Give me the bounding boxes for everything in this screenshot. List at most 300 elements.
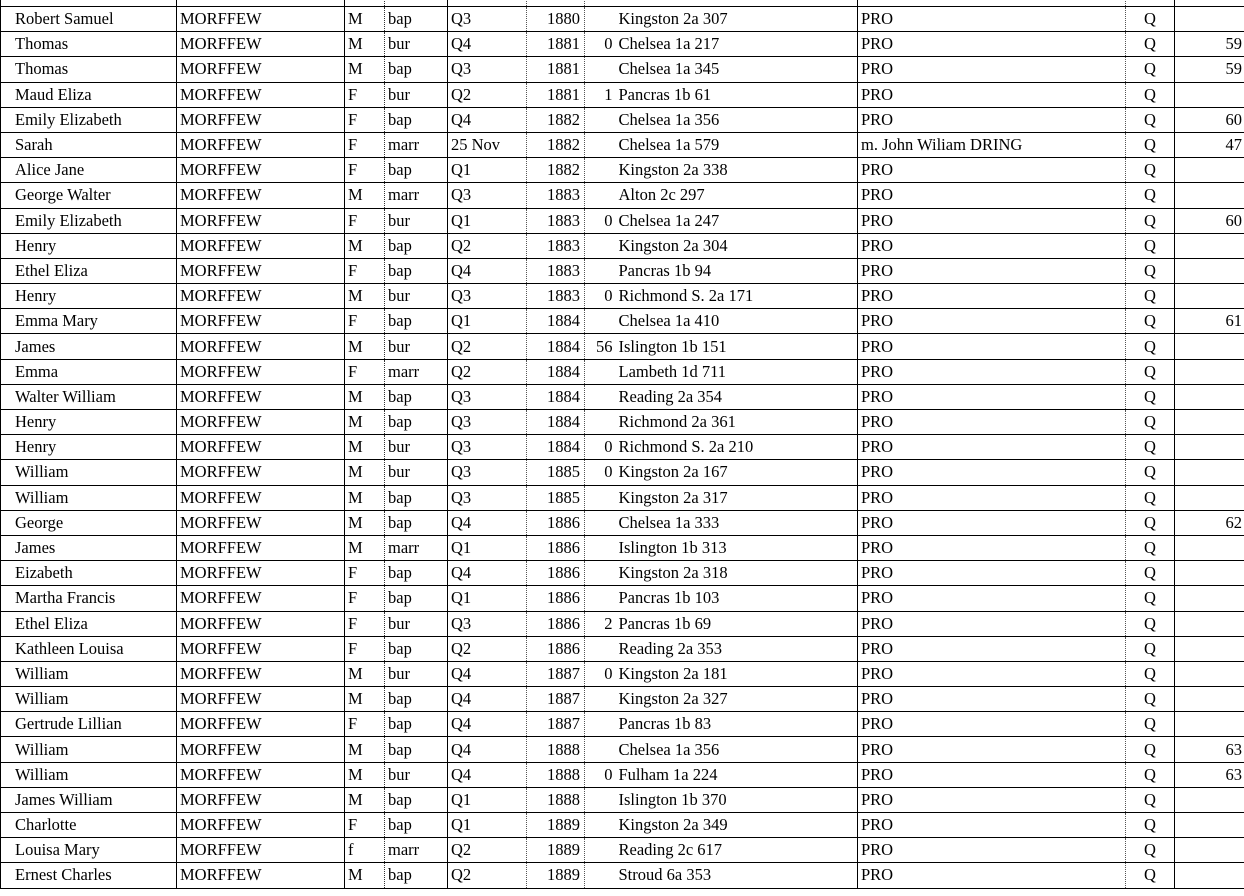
page-cell [1175, 183, 1244, 208]
sex-cell: F [345, 258, 385, 283]
age-cell [585, 636, 617, 661]
source-cell: PRO [858, 460, 1126, 485]
table-row [1, 107, 1244, 132]
table-row [1, 57, 1244, 82]
page-cell [1175, 435, 1244, 460]
year-cell: 1884 [527, 384, 585, 409]
page-cell [1175, 838, 1244, 863]
year-cell: 1887 [527, 661, 585, 686]
surname-cell: MORFFEW [177, 132, 345, 157]
page-cell [1175, 661, 1244, 686]
year-cell: 1883 [527, 258, 585, 283]
sex-cell: F [345, 636, 385, 661]
page-cell [1175, 233, 1244, 258]
sex-cell: F [345, 107, 385, 132]
age-cell [585, 359, 617, 384]
source-cell: PRO [858, 309, 1126, 334]
first-names-cell: Thomas [1, 32, 177, 57]
date-cell: Q3 [448, 284, 527, 309]
surname-cell: MORFFEW [177, 510, 345, 535]
page-cell [1175, 611, 1244, 636]
year-cell: 1883 [527, 233, 585, 258]
age-cell [585, 384, 617, 409]
sex-cell: M [345, 57, 385, 82]
date-cell: Q3 [448, 410, 527, 435]
event-cell: bap [385, 107, 448, 132]
surname-cell: MORFFEW [177, 813, 345, 838]
age-cell: 2 [585, 611, 617, 636]
table-row [1, 158, 1244, 183]
first-names-cell: Kathleen Louisa [1, 636, 177, 661]
event-cell: bap [385, 384, 448, 409]
age-cell [585, 787, 617, 812]
date-cell: Q3 [448, 7, 527, 32]
page-cell [1175, 586, 1244, 611]
sex-cell: F [345, 208, 385, 233]
surname-cell: MORFFEW [177, 460, 345, 485]
table-row [1, 208, 1244, 233]
table-row [1, 535, 1244, 560]
source-cell: PRO [858, 586, 1126, 611]
first-names-cell: William [1, 485, 177, 510]
surname-cell: MORFFEW [177, 284, 345, 309]
date-cell: Q1 [448, 813, 527, 838]
source-cell: PRO [858, 258, 1126, 283]
year-cell: 1886 [527, 535, 585, 560]
event-cell: bap [385, 485, 448, 510]
age-cell [585, 737, 617, 762]
source-cell: PRO [858, 435, 1126, 460]
date-cell: Q4 [448, 32, 527, 57]
page-cell [1175, 863, 1244, 888]
year-cell: 1881 [527, 57, 585, 82]
event-cell: bur [385, 82, 448, 107]
age-cell [585, 586, 617, 611]
quality-cell: Q [1126, 661, 1175, 686]
age-cell [585, 233, 617, 258]
event-cell: bap [385, 863, 448, 888]
date-cell: Q2 [448, 82, 527, 107]
surname-cell: MORFFEW [177, 309, 345, 334]
surname-cell: MORFFEW [177, 233, 345, 258]
year-cell: 1888 [527, 762, 585, 787]
date-cell: Q2 [448, 233, 527, 258]
table-row [1, 813, 1244, 838]
source-cell: PRO [858, 611, 1126, 636]
sex-cell: M [345, 183, 385, 208]
event-cell: bap [385, 158, 448, 183]
first-names-cell: Martha Francis [1, 586, 177, 611]
source-cell: PRO [858, 535, 1126, 560]
first-names-cell: James [1, 334, 177, 359]
surname-cell: MORFFEW [177, 535, 345, 560]
first-names-cell: William [1, 661, 177, 686]
event-cell: bap [385, 787, 448, 812]
age-cell: 0 [585, 208, 617, 233]
surname-cell: MORFFEW [177, 586, 345, 611]
surname-cell: MORFFEW [177, 208, 345, 233]
quality-cell: Q [1126, 737, 1175, 762]
quality-cell: Q [1126, 460, 1175, 485]
event-cell: bur [385, 611, 448, 636]
source-cell: PRO [858, 838, 1126, 863]
date-cell: Q1 [448, 309, 527, 334]
registration-cell: Kingston 2a 349 [617, 813, 858, 838]
first-names-cell: William [1, 737, 177, 762]
sex-cell: M [345, 435, 385, 460]
year-cell: 1887 [527, 712, 585, 737]
first-names-cell: James William [1, 787, 177, 812]
registration-cell: Chelsea 1a 217 [617, 32, 858, 57]
age-cell [585, 863, 617, 888]
first-names-cell: Louisa Mary [1, 838, 177, 863]
age-cell: 0 [585, 284, 617, 309]
date-cell: Q2 [448, 838, 527, 863]
source-cell: PRO [858, 107, 1126, 132]
year-cell: 1888 [527, 787, 585, 812]
year-cell: 1884 [527, 334, 585, 359]
quality-cell: Q [1126, 561, 1175, 586]
registration-cell: Chelsea 1a 410 [617, 309, 858, 334]
registration-cell: Reading 2a 354 [617, 384, 858, 409]
registration-cell: Islington 1b 151 [617, 334, 858, 359]
age-cell: 0 [585, 762, 617, 787]
event-cell: marr [385, 535, 448, 560]
age-cell: 56 [585, 334, 617, 359]
quality-cell: Q [1126, 284, 1175, 309]
quality-cell: Q [1126, 485, 1175, 510]
surname-cell: MORFFEW [177, 435, 345, 460]
quality-cell: Q [1126, 32, 1175, 57]
first-names-cell: Emily Elizabeth [1, 107, 177, 132]
year-cell: 1885 [527, 460, 585, 485]
date-cell: Q3 [448, 460, 527, 485]
age-cell [585, 510, 617, 535]
registration-cell: Kingston 2a 318 [617, 561, 858, 586]
first-names-cell: William [1, 460, 177, 485]
event-cell: bur [385, 460, 448, 485]
surname-cell: MORFFEW [177, 158, 345, 183]
first-names-cell: Walter William [1, 384, 177, 409]
first-names-cell: Ethel Eliza [1, 611, 177, 636]
surname-cell: MORFFEW [177, 384, 345, 409]
year-cell: 1885 [527, 485, 585, 510]
year-cell: 1884 [527, 410, 585, 435]
sex-cell: M [345, 284, 385, 309]
surname-cell: MORFFEW [177, 7, 345, 32]
event-cell: bap [385, 7, 448, 32]
register-rows [1, 0, 1244, 888]
source-cell: PRO [858, 661, 1126, 686]
registration-cell: Kingston 2a 167 [617, 460, 858, 485]
age-cell [585, 410, 617, 435]
page-cell [1175, 384, 1244, 409]
year-cell: 1887 [527, 687, 585, 712]
surname-cell: MORFFEW [177, 334, 345, 359]
date-cell: Q3 [448, 57, 527, 82]
surname-cell: MORFFEW [177, 863, 345, 888]
year-cell: 1883 [527, 208, 585, 233]
source-cell: PRO [858, 384, 1126, 409]
sex-cell: M [345, 7, 385, 32]
quality-cell: Q [1126, 510, 1175, 535]
age-cell [585, 158, 617, 183]
sex-cell: M [345, 510, 385, 535]
first-names-cell: Emma [1, 359, 177, 384]
event-cell: marr [385, 132, 448, 157]
quality-cell: Q [1126, 57, 1175, 82]
year-cell: 1880 [527, 7, 585, 32]
event-cell: bur [385, 32, 448, 57]
table-row [1, 183, 1244, 208]
source-cell: PRO [858, 233, 1126, 258]
date-cell: Q3 [448, 485, 527, 510]
date-cell: Q2 [448, 334, 527, 359]
registration-cell: Kingston 2a 307 [617, 7, 858, 32]
first-names-cell: George Walter [1, 183, 177, 208]
source-cell: PRO [858, 158, 1126, 183]
table-row [1, 410, 1244, 435]
year-cell: 1886 [527, 636, 585, 661]
year-cell: 1886 [527, 561, 585, 586]
table-row [1, 435, 1244, 460]
page-cell [1175, 82, 1244, 107]
date-cell: Q4 [448, 737, 527, 762]
surname-cell: MORFFEW [177, 737, 345, 762]
year-cell: 1881 [527, 82, 585, 107]
page-cell: 62 [1175, 510, 1244, 535]
quality-cell: Q [1126, 158, 1175, 183]
registration-cell: Kingston 2a 317 [617, 485, 858, 510]
table-row [1, 611, 1244, 636]
first-names-cell: Maud Eliza [1, 82, 177, 107]
page-cell: 59 [1175, 32, 1244, 57]
year-cell: 1883 [527, 284, 585, 309]
page-cell [1175, 561, 1244, 586]
year-cell: 1888 [527, 737, 585, 762]
first-names-cell: Ernest Charles [1, 863, 177, 888]
age-cell [585, 485, 617, 510]
table-row [1, 359, 1244, 384]
registration-cell: Chelsea 1a 345 [617, 57, 858, 82]
age-cell: 0 [585, 435, 617, 460]
page-cell [1175, 636, 1244, 661]
date-cell: Q4 [448, 661, 527, 686]
page-cell [1175, 334, 1244, 359]
age-cell [585, 7, 617, 32]
event-cell: marr [385, 183, 448, 208]
sex-cell: M [345, 787, 385, 812]
year-cell: 1881 [527, 32, 585, 57]
surname-cell: MORFFEW [177, 611, 345, 636]
page-cell [1175, 687, 1244, 712]
surname-cell: MORFFEW [177, 359, 345, 384]
year-cell: 1889 [527, 838, 585, 863]
page-cell [1175, 158, 1244, 183]
sex-cell: M [345, 410, 385, 435]
date-cell: Q4 [448, 510, 527, 535]
registration-cell: Pancras 1b 69 [617, 611, 858, 636]
surname-cell: MORFFEW [177, 762, 345, 787]
sex-cell: F [345, 611, 385, 636]
age-cell [585, 258, 617, 283]
date-cell: Q4 [448, 762, 527, 787]
sex-cell: M [345, 460, 385, 485]
quality-cell: Q [1126, 384, 1175, 409]
source-cell: PRO [858, 863, 1126, 888]
quality-cell: Q [1126, 107, 1175, 132]
surname-cell: MORFFEW [177, 661, 345, 686]
source-cell: PRO [858, 183, 1126, 208]
page-cell: 63 [1175, 762, 1244, 787]
quality-cell: Q [1126, 233, 1175, 258]
registration-cell: Chelsea 1a 356 [617, 107, 858, 132]
registration-cell: Lambeth 1d 711 [617, 359, 858, 384]
source-cell: PRO [858, 485, 1126, 510]
surname-cell: MORFFEW [177, 687, 345, 712]
first-names-cell: William [1, 762, 177, 787]
first-names-cell: Ethel Eliza [1, 258, 177, 283]
table-row [1, 485, 1244, 510]
year-cell: 1884 [527, 435, 585, 460]
table-row [1, 7, 1244, 32]
age-cell [585, 107, 617, 132]
source-cell: PRO [858, 334, 1126, 359]
sex-cell: M [345, 737, 385, 762]
source-cell: PRO [858, 208, 1126, 233]
event-cell: bap [385, 813, 448, 838]
page-cell: 59 [1175, 57, 1244, 82]
age-cell [585, 132, 617, 157]
age-cell: 1 [585, 82, 617, 107]
table-row [1, 233, 1244, 258]
source-cell: PRO [858, 32, 1126, 57]
first-names-cell: George [1, 510, 177, 535]
page-cell [1175, 410, 1244, 435]
year-cell: 1889 [527, 813, 585, 838]
surname-cell: MORFFEW [177, 787, 345, 812]
registration-cell: Fulham 1a 224 [617, 762, 858, 787]
age-cell: 0 [585, 661, 617, 686]
source-cell: PRO [858, 82, 1126, 107]
source-cell: PRO [858, 712, 1126, 737]
page-cell [1175, 813, 1244, 838]
surname-cell: MORFFEW [177, 32, 345, 57]
quality-cell: Q [1126, 535, 1175, 560]
year-cell: 1884 [527, 359, 585, 384]
date-cell: Q3 [448, 183, 527, 208]
sex-cell: M [345, 535, 385, 560]
date-cell: Q4 [448, 561, 527, 586]
year-cell: 1886 [527, 611, 585, 636]
year-cell: 1883 [527, 183, 585, 208]
table-row [1, 334, 1244, 359]
event-cell: bap [385, 687, 448, 712]
source-cell: PRO [858, 813, 1126, 838]
source-cell: PRO [858, 737, 1126, 762]
age-cell [585, 712, 617, 737]
age-cell: 0 [585, 32, 617, 57]
page-cell: 63 [1175, 737, 1244, 762]
sex-cell: M [345, 32, 385, 57]
event-cell: bap [385, 57, 448, 82]
page-cell [1175, 284, 1244, 309]
event-cell: bap [385, 712, 448, 737]
age-cell [585, 535, 617, 560]
page-cell [1175, 359, 1244, 384]
sex-cell: F [345, 712, 385, 737]
source-cell: PRO [858, 561, 1126, 586]
quality-cell: Q [1126, 636, 1175, 661]
page-cell [1175, 258, 1244, 283]
first-names-cell: Thomas [1, 57, 177, 82]
year-cell: 1882 [527, 132, 585, 157]
registration-cell: Islington 1b 313 [617, 535, 858, 560]
age-cell: 0 [585, 460, 617, 485]
registration-cell: Alton 2c 297 [617, 183, 858, 208]
sex-cell: M [345, 485, 385, 510]
event-cell: bap [385, 586, 448, 611]
quality-cell: Q [1126, 359, 1175, 384]
page-cell [1175, 7, 1244, 32]
surname-cell: MORFFEW [177, 712, 345, 737]
event-cell: bur [385, 208, 448, 233]
registration-cell: Stroud 6a 353 [617, 863, 858, 888]
sex-cell: F [345, 813, 385, 838]
event-cell: marr [385, 359, 448, 384]
surname-cell: MORFFEW [177, 258, 345, 283]
first-names-cell: Robert Samuel [1, 7, 177, 32]
date-cell: Q2 [448, 636, 527, 661]
table-row [1, 838, 1244, 863]
source-cell: PRO [858, 284, 1126, 309]
table-row [1, 510, 1244, 535]
sex-cell: F [345, 309, 385, 334]
sex-cell: F [345, 359, 385, 384]
quality-cell: Q [1126, 7, 1175, 32]
quality-cell: Q [1126, 435, 1175, 460]
date-cell: Q4 [448, 712, 527, 737]
year-cell: 1882 [527, 158, 585, 183]
quality-cell: Q [1126, 309, 1175, 334]
first-names-cell: Emma Mary [1, 309, 177, 334]
registration-cell: Reading 2a 353 [617, 636, 858, 661]
quality-cell: Q [1126, 813, 1175, 838]
registration-cell: Chelsea 1a 356 [617, 737, 858, 762]
quality-cell: Q [1126, 611, 1175, 636]
event-cell: bap [385, 737, 448, 762]
surname-cell: MORFFEW [177, 183, 345, 208]
quality-cell: Q [1126, 586, 1175, 611]
quality-cell: Q [1126, 787, 1175, 812]
source-cell: PRO [858, 762, 1126, 787]
surname-cell: MORFFEW [177, 561, 345, 586]
table-row [1, 586, 1244, 611]
event-cell: bur [385, 435, 448, 460]
registration-cell: Kingston 2a 338 [617, 158, 858, 183]
source-cell: PRO [858, 787, 1126, 812]
first-names-cell: Emily Elizabeth [1, 208, 177, 233]
table-row [1, 82, 1244, 107]
sex-cell: M [345, 762, 385, 787]
first-names-cell: Sarah [1, 132, 177, 157]
age-cell [585, 57, 617, 82]
table-row [1, 384, 1244, 409]
date-cell: Q3 [448, 611, 527, 636]
first-names-cell: Henry [1, 435, 177, 460]
year-cell: 1884 [527, 309, 585, 334]
page-cell [1175, 460, 1244, 485]
